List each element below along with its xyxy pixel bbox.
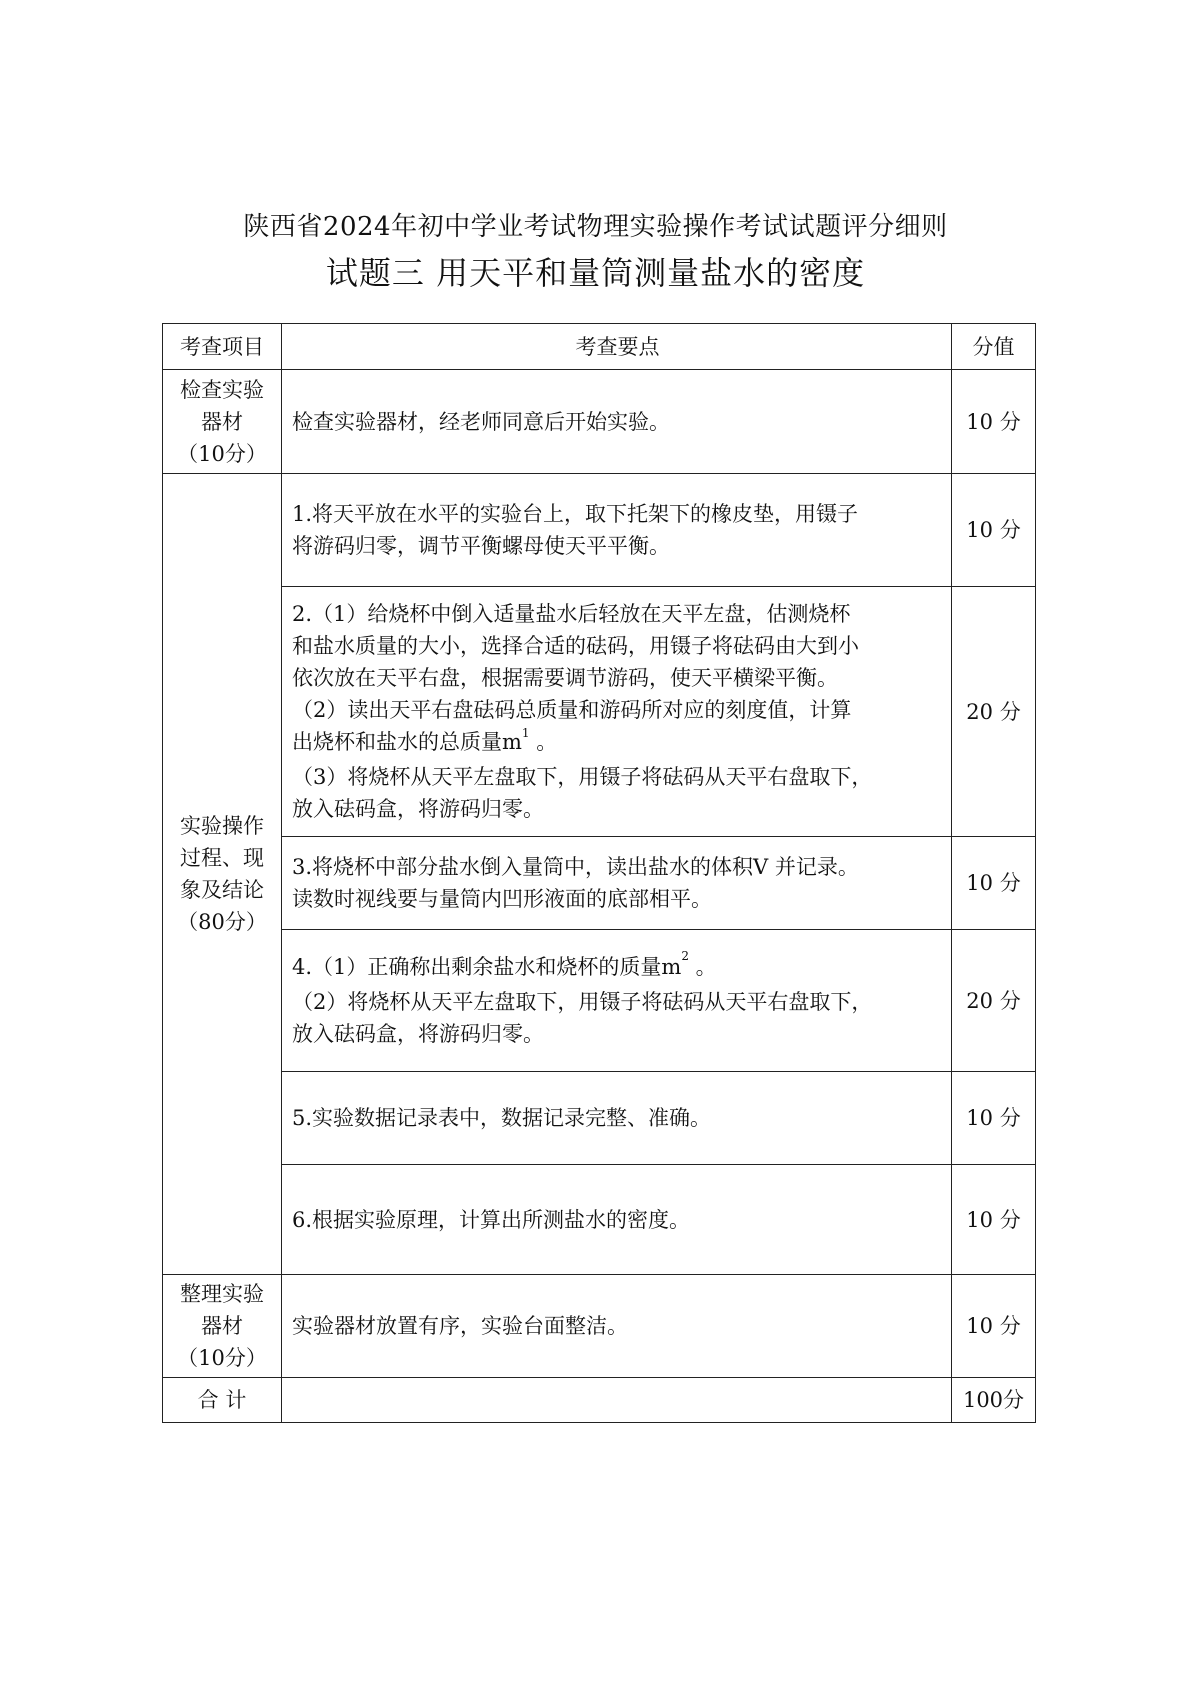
score-cell: 10 分 (952, 837, 1036, 930)
category-line: 器材 (201, 409, 243, 434)
score-cell: 10 分 (952, 370, 1036, 474)
point-line (292, 951, 943, 986)
category-line: 过程、现 (180, 846, 264, 870)
category-line: （10分） (177, 1346, 267, 1370)
total-score: 100分 (952, 1378, 1036, 1423)
point-line: （2）将烧杯从天平左盘取下，用镊子将砝码从天平右盘取下， (292, 990, 873, 1014)
category-line: （10分） (177, 441, 267, 466)
exam-title: 试题三 用天平和量筒测量盐水的密度 (325, 254, 866, 292)
table-row (163, 930, 1036, 1072)
table-row (163, 1165, 1036, 1275)
score-cell: 10 分 (952, 1275, 1036, 1378)
score-cell: 20 分 (952, 930, 1036, 1072)
score-cell: 10 分 (952, 1072, 1036, 1165)
point-line: 3.将烧杯中部分盐水倒入量筒中，读出盐水的体积V 并记录。 (292, 855, 859, 879)
category-operation (163, 474, 282, 1275)
score-cell: 20 分 (952, 587, 1036, 837)
point-line: 将游码归零，调节平衡螺母使天平平衡。 (292, 534, 670, 558)
point-line: （3）将烧杯从天平左盘取下，用镊子将砝码从天平右盘取下， (292, 765, 873, 789)
point-line: 放入砝码盒，将游码归零。 (292, 797, 544, 821)
category-line: 象及结论 (180, 878, 264, 902)
table-row (163, 370, 1036, 474)
header-item: 考查项目 (163, 324, 282, 370)
point-text: 出烧杯和盐水的总质量m (292, 730, 522, 754)
point-line: 检查实验器材，经老师同意后开始实验。 (292, 409, 670, 434)
table-row (163, 837, 1036, 930)
point-cell (282, 1165, 952, 1275)
table-row (163, 587, 1036, 837)
score-cell: 10 分 (952, 1165, 1036, 1275)
score-cell: 10 分 (952, 474, 1036, 587)
point-line: 读数时视线要与量筒内凹形液面的底部相平。 (292, 887, 712, 911)
point-line: （2）读出天平右盘砝码总质量和游码所对应的刻度值，计算 (292, 698, 852, 722)
point-cell (282, 474, 952, 587)
total-empty-cell (282, 1378, 952, 1423)
header-points: 考查要点 (282, 324, 952, 370)
point-line: 和盐水质量的大小，选择合适的砝码，用镊子将砝码由大到小 (292, 634, 859, 658)
category-line: （80分） (177, 910, 267, 934)
subscript-2: 2 (681, 949, 689, 963)
category-line: 整理实验 (180, 1282, 264, 1306)
table-row (163, 474, 1036, 587)
point-cell (282, 1275, 952, 1378)
point-cell (282, 370, 952, 474)
table-row (163, 1072, 1036, 1165)
point-line: 2.（1）给烧杯中倒入适量盐水后轻放在天平左盘，估测烧杯 (292, 602, 851, 626)
table-header-row (163, 324, 1036, 370)
point-line: 5.实验数据记录表中，数据记录完整、准确。 (292, 1106, 712, 1130)
point-line (292, 726, 943, 761)
point-cell (282, 1072, 952, 1165)
point-line: 1.将天平放在水平的实验台上，取下托架下的橡皮垫，用镊子 (292, 502, 859, 526)
point-text: 4.（1）正确称出剩余盐水和烧杯的质量m (292, 955, 682, 979)
table-row (163, 1275, 1036, 1378)
category-line: 器材 (201, 1314, 243, 1338)
category-line: 检查实验 (180, 377, 264, 402)
point-text: 。 (529, 730, 558, 754)
subscript-1: 1 (521, 726, 530, 740)
category-tidy-equipment (163, 1275, 282, 1378)
point-cell (282, 930, 952, 1072)
category-line: 实验操作 (180, 814, 264, 838)
category-check-equipment (163, 370, 282, 474)
total-row (163, 1378, 1036, 1423)
document-title: 陕西省2024年初中学业考试物理实验操作考试试题评分细则 (243, 212, 948, 242)
point-line: 6.根据实验原理，计算出所测盐水的密度。 (292, 1207, 691, 1232)
point-cell (282, 587, 952, 837)
scoring-table (162, 323, 1036, 1423)
point-line: 放入砝码盒，将游码归零。 (292, 1022, 544, 1046)
total-label: 合 计 (163, 1378, 282, 1423)
point-line: 实验器材放置有序，实验台面整洁。 (292, 1314, 628, 1338)
point-cell (282, 837, 952, 930)
point-text: 。 (688, 955, 717, 979)
point-line: 依次放在天平右盘，根据需要调节游码，使天平横梁平衡。 (292, 666, 838, 690)
header-score: 分值 (952, 324, 1036, 370)
